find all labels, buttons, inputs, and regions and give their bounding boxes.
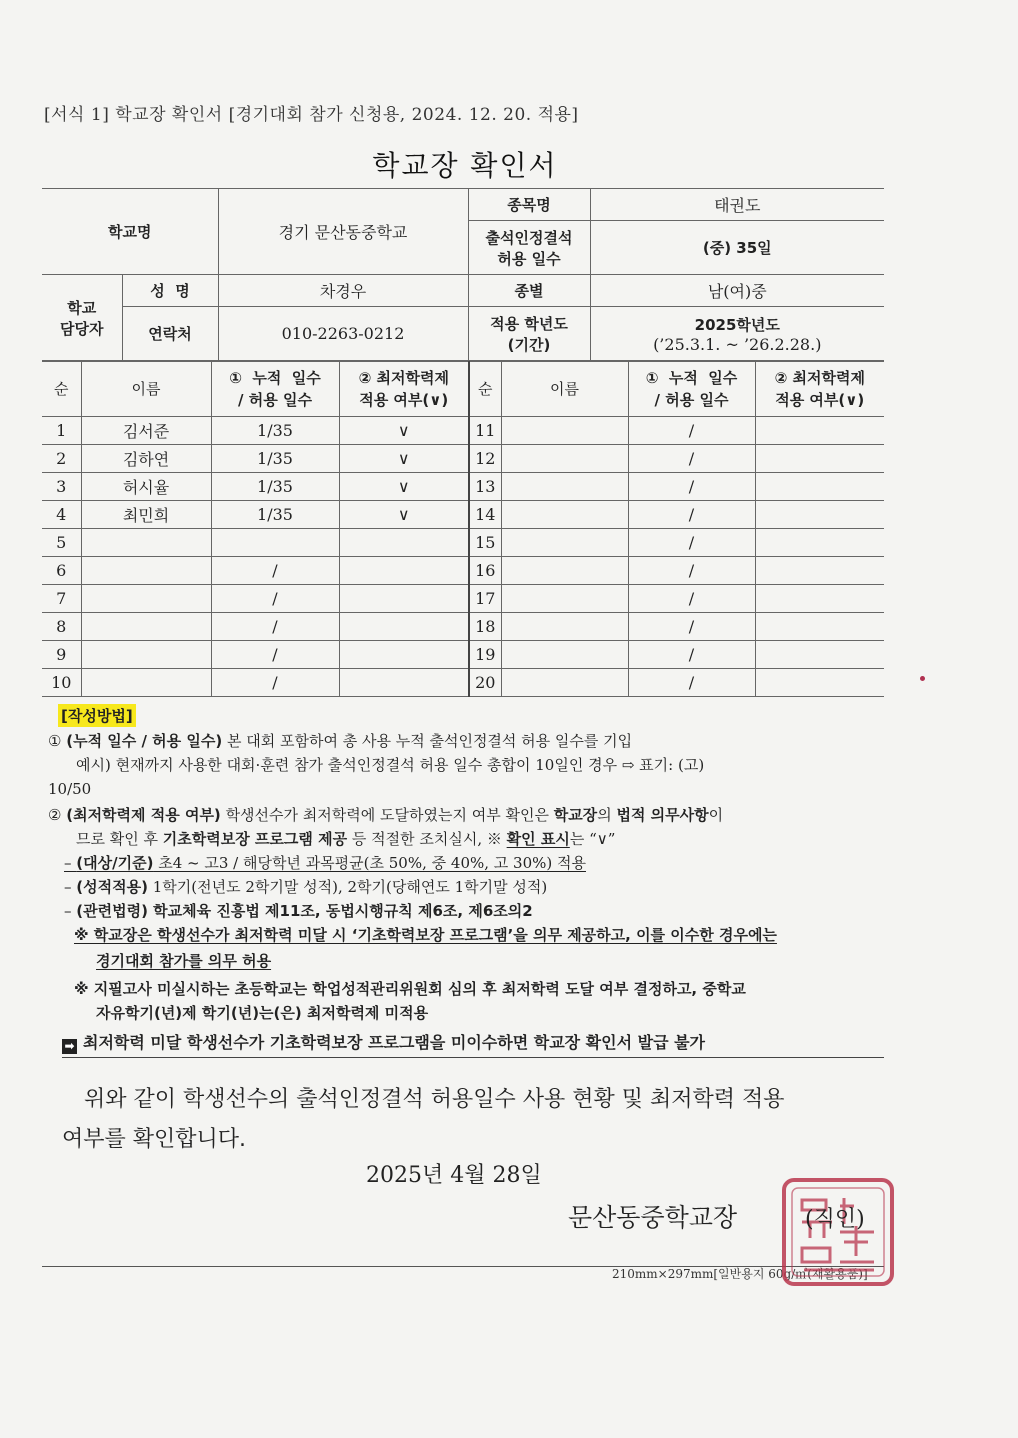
- sub-item-target: [64, 852, 586, 874]
- row-no: 18: [469, 613, 501, 641]
- instruction-1-bold: (누적 일수 / 허용 일수): [66, 732, 223, 750]
- sub-item-grades: [64, 876, 547, 898]
- table-row: [42, 445, 884, 473]
- sub-item-grades-bold: (성적적용): [76, 878, 148, 896]
- row-no: 2: [42, 445, 81, 473]
- table-row: [42, 613, 884, 641]
- header-basic-left-line2: 적용 여부(∨): [359, 391, 449, 409]
- row-days: 1/35: [211, 445, 339, 473]
- manager-label-line2: 담당자: [60, 319, 104, 338]
- header-no-left: 순: [42, 362, 81, 417]
- row-name: [81, 613, 211, 641]
- row-no: 9: [42, 641, 81, 669]
- row-no: 6: [42, 557, 81, 585]
- sub-item-law-text: 학교체육 진흥법 제11조, 동법시행규칙 제6조, 제6조의2: [147, 902, 533, 920]
- row-name: [501, 445, 628, 473]
- row-check: [339, 529, 469, 557]
- contact-value: 010-2263-0212: [218, 307, 468, 361]
- row-no: 8: [42, 613, 81, 641]
- row-check: [755, 473, 884, 501]
- header-days-left: [211, 362, 339, 417]
- header-basic-right: [755, 362, 884, 417]
- row-days: /: [628, 641, 755, 669]
- row-no: 3: [42, 473, 81, 501]
- row-days: /: [628, 669, 755, 697]
- table-row: [42, 417, 884, 445]
- header-basic-left: [339, 362, 469, 417]
- confirmation-line2: 여부를 확인합니다.: [62, 1127, 247, 1152]
- row-days: /: [211, 641, 339, 669]
- row-no: 11: [469, 417, 501, 445]
- method-title: [작성방법]: [58, 704, 136, 727]
- row-name: [81, 529, 211, 557]
- row-check: [755, 557, 884, 585]
- row-name: [501, 473, 628, 501]
- form-code: [서식 1] 학교장 확인서 [경기대회 참가 신청용, 2024. 12. 20. 적용]: [44, 105, 579, 125]
- row-no: 13: [469, 473, 501, 501]
- allowed-days-value: (중) 35일: [590, 221, 884, 275]
- final-notice-text: 최저학력 미달 학생선수가 기초학력보장 프로그램을 미이수하면 학교장 확인서 발급 불가: [83, 1033, 706, 1052]
- ink-mark: [920, 676, 925, 681]
- row-name: 김하연: [81, 445, 211, 473]
- instruction-1-text: 본 대회 포함하여 총 사용 누적 출석인정결석 허용 일수를 기입: [222, 732, 633, 750]
- row-check: [339, 585, 469, 613]
- event-label: 종목명: [468, 189, 590, 221]
- instruction-2-line2-c: 는 “∨”: [569, 830, 616, 848]
- sub-item-target-dash: –: [64, 854, 77, 872]
- instruction-2-text-c: 이: [708, 806, 724, 824]
- row-check: [755, 501, 884, 529]
- row-name: 허시율: [81, 473, 211, 501]
- row-days: 1/35: [211, 417, 339, 445]
- header-days-left-line2: / 허용 일수: [238, 391, 312, 409]
- table-row: [42, 529, 884, 557]
- row-check: [755, 669, 884, 697]
- row-check: [755, 529, 884, 557]
- manager-name-value: 차경우: [218, 275, 468, 307]
- row-name: [501, 669, 628, 697]
- row-days: /: [628, 529, 755, 557]
- instruction-2-line2-bold: 기초학력보장 프로그램 제공: [162, 830, 348, 848]
- table-row: [42, 669, 884, 697]
- instruction-2-bold-c: 법적 의무사항: [616, 806, 709, 824]
- instruction-2-bold-b: 학교장: [553, 806, 598, 824]
- name-label: 성 명: [122, 275, 218, 307]
- row-no: 17: [469, 585, 501, 613]
- contact-label: 연락처: [122, 307, 218, 361]
- row-name: [501, 613, 628, 641]
- instruction-2-text-b: 의: [597, 806, 617, 824]
- confirmation-line1: 위와 같이 학생선수의 출석인정결석 허용일수 사용 현황 및 최저학력 적용: [84, 1087, 785, 1112]
- school-value: 경기 문산동중학교: [218, 189, 468, 275]
- instruction-2-prefix: ②: [48, 806, 67, 824]
- confirmation-text: [62, 1080, 882, 1160]
- row-no: 15: [469, 529, 501, 557]
- row-no: 4: [42, 501, 81, 529]
- year-label-line1: 적용 학년도: [490, 314, 568, 333]
- note-2-line2: 자유학기(년)제 학기(년)는(은) 최저학력제 미적용: [96, 1004, 429, 1022]
- row-no: 12: [469, 445, 501, 473]
- row-days: /: [628, 613, 755, 641]
- row-no: 5: [42, 529, 81, 557]
- instruction-2-bold: (최저학력제 적용 여부): [66, 806, 221, 824]
- row-check: [755, 585, 884, 613]
- header-name-left: 이름: [81, 362, 211, 417]
- row-days: /: [628, 501, 755, 529]
- table-row: [42, 501, 884, 529]
- row-check: [339, 557, 469, 585]
- manager-label: [42, 275, 122, 361]
- row-name: 김서준: [81, 417, 211, 445]
- row-days: 1/35: [211, 501, 339, 529]
- row-name: [81, 557, 211, 585]
- row-days: /: [628, 417, 755, 445]
- row-name: [501, 501, 628, 529]
- row-name: [81, 641, 211, 669]
- manager-label-line1: 학교: [67, 298, 97, 317]
- row-check: ∨: [339, 445, 469, 473]
- row-days: /: [628, 473, 755, 501]
- allowed-days-label-line2: 허용 일수: [497, 249, 561, 268]
- document-title: 학교장 확인서: [372, 149, 558, 182]
- instruction-1: [48, 730, 632, 752]
- category-value: 남(여)중: [590, 275, 884, 307]
- allowed-days-label-line1: 출석인정결석: [485, 228, 573, 247]
- instruction-1-example: 예시) 현재까지 사용한 대회·훈련 참가 출석인정결석 허용 일수 총합이 10일인 경우 ⇨ 표기: (고): [76, 756, 705, 774]
- note-1-line2: 경기대회 참가를 의무 허용: [96, 952, 272, 970]
- row-no: 7: [42, 585, 81, 613]
- student-table: [42, 361, 884, 697]
- instruction-2-line2: [76, 828, 615, 850]
- issue-date: 2025년 4월 28일: [366, 1163, 542, 1188]
- row-days: /: [211, 669, 339, 697]
- row-check: ∨: [339, 473, 469, 501]
- allowed-days-label: [468, 221, 590, 275]
- header-days-right-line2: / 허용 일수: [654, 391, 729, 409]
- info-table: [42, 188, 884, 361]
- row-days: [211, 529, 339, 557]
- instruction-1-example-cont: 10/50: [48, 780, 92, 798]
- row-name: [501, 557, 628, 585]
- sub-item-law-bold: (관련법령): [76, 902, 148, 920]
- row-check: ∨: [339, 501, 469, 529]
- principal-title: 문산동중학교장: [568, 1203, 738, 1232]
- row-days: /: [628, 445, 755, 473]
- instruction-2-text-a: 학생선수가 최저학력에 도달하였는지 여부 확인은: [220, 806, 554, 824]
- row-days: /: [211, 585, 339, 613]
- row-name: [501, 417, 628, 445]
- row-no: 20: [469, 669, 501, 697]
- year-label-line2: (기간): [507, 335, 551, 354]
- table-row: [42, 473, 884, 501]
- instruction-2: [48, 804, 723, 826]
- sub-item-target-bold: (대상/기준): [76, 854, 154, 872]
- arrow-right-icon: ➡: [62, 1039, 77, 1054]
- row-no: 16: [469, 557, 501, 585]
- final-notice: [62, 1030, 884, 1058]
- seal-label: (직인): [805, 1207, 865, 1232]
- year-value: [590, 307, 884, 361]
- row-no: 19: [469, 641, 501, 669]
- row-name: [501, 641, 628, 669]
- sub-item-grades-dash: –: [64, 878, 77, 896]
- row-days: /: [211, 557, 339, 585]
- paper-spec: 210mm×297mm[일반용지 60g/㎡(재활용품)]: [612, 1267, 868, 1281]
- header-days-right-line1: ① 누적 일수: [645, 369, 738, 387]
- sub-item-grades-text: 1학기(전년도 2학기말 성적), 2학기(당해연도 1학기말 성적): [147, 878, 548, 896]
- header-basic-right-line1: ② 최저학력제: [774, 369, 865, 387]
- header-basic-left-line1: ② 최저학력제: [358, 369, 449, 387]
- year-value-line1: 2025학년도: [694, 315, 780, 334]
- row-days: 1/35: [211, 473, 339, 501]
- instruction-2-line2-bold2: 확인 표시: [506, 830, 570, 848]
- row-check: [755, 445, 884, 473]
- table-row: [42, 585, 884, 613]
- row-no: 1: [42, 417, 81, 445]
- row-check: [339, 641, 469, 669]
- table-row: [42, 557, 884, 585]
- event-value: 태권도: [590, 189, 884, 221]
- row-name: 최민희: [81, 501, 211, 529]
- header-days-left-line1: ① 누적 일수: [229, 369, 321, 387]
- header-no-right: 순: [469, 362, 501, 417]
- instruction-1-prefix: ①: [48, 732, 67, 750]
- sub-item-law-dash: –: [64, 902, 77, 920]
- category-label: 종별: [468, 275, 590, 307]
- table-header-row: [42, 362, 884, 417]
- row-days: /: [628, 557, 755, 585]
- row-name: [81, 669, 211, 697]
- header-days-right: [628, 362, 755, 417]
- row-check: [755, 641, 884, 669]
- row-check: [755, 613, 884, 641]
- note-1-line1: ※ 학교장은 학생선수가 최저학력 미달 시 ‘기초학력보장 프로그램’을 의무 제공하고, 이를 이수한 경우에는: [74, 926, 777, 944]
- row-name: [501, 585, 628, 613]
- row-check: [339, 613, 469, 641]
- instruction-2-line2-b: 등 적절한 조치실시, ※: [347, 830, 507, 848]
- row-no: 14: [469, 501, 501, 529]
- row-days: /: [211, 613, 339, 641]
- note-2-line1: ※ 지필고사 미실시하는 초등학교는 학업성적관리위원회 심의 후 최저학력 도달 여부 결정하고, 중학교: [74, 980, 746, 998]
- school-label: 학교명: [42, 189, 218, 275]
- instruction-2-line2-a: 므로 확인 후: [76, 830, 163, 848]
- row-name: [501, 529, 628, 557]
- year-label: [468, 307, 590, 361]
- row-no: 10: [42, 669, 81, 697]
- row-check: ∨: [339, 417, 469, 445]
- table-row: [42, 641, 884, 669]
- row-check: [755, 417, 884, 445]
- header-basic-right-line2: 적용 여부(∨): [775, 391, 865, 409]
- header-name-right: 이름: [501, 362, 628, 417]
- row-check: [339, 669, 469, 697]
- row-days: /: [628, 585, 755, 613]
- year-value-line2: (’25.3.1. ~ ’26.2.28.): [653, 334, 822, 354]
- row-name: [81, 585, 211, 613]
- sub-item-target-text: 초4 ~ 고3 / 해당학년 과목평균(초 50%, 중 40%, 고 30%) 적용: [153, 854, 586, 872]
- sub-item-law: [64, 900, 533, 922]
